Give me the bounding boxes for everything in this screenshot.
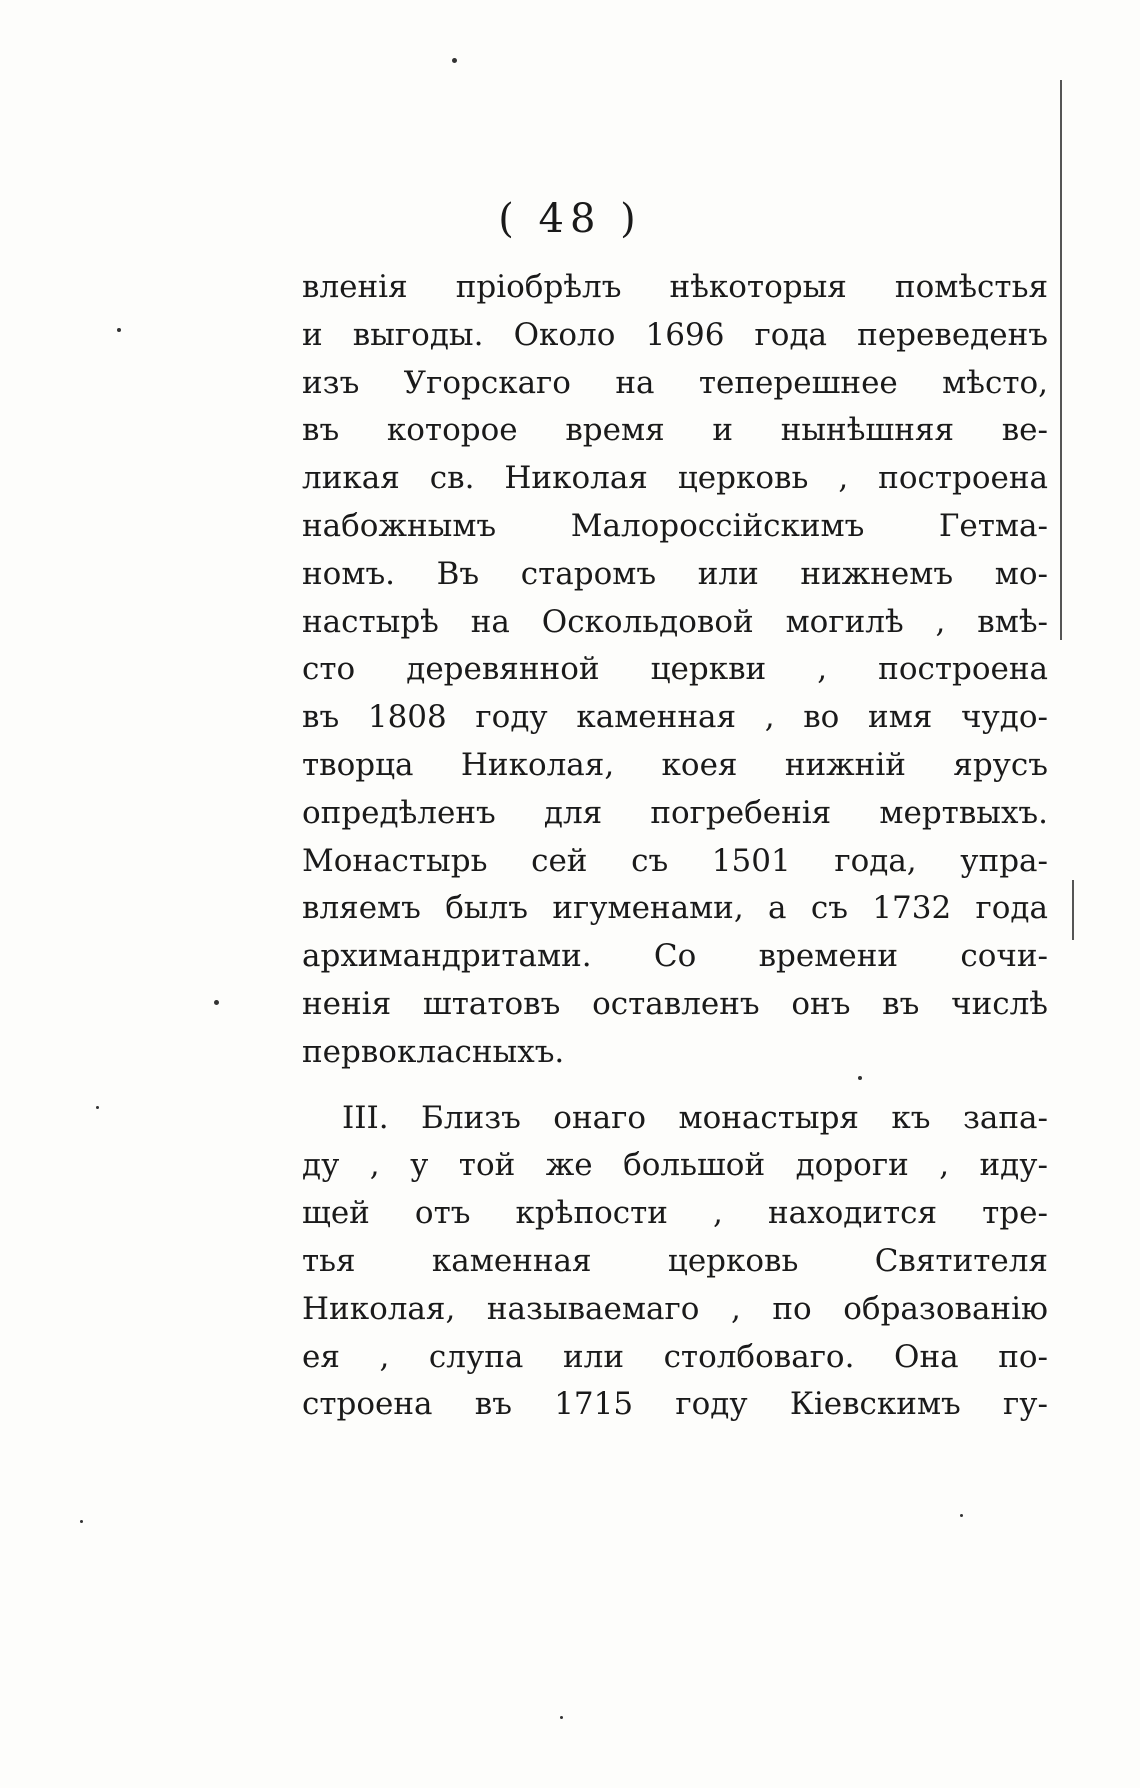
paragraph-gap xyxy=(302,1077,1048,1095)
paragraph-1 xyxy=(302,264,1048,1077)
text-line: вленія пріобрѣлъ нѣкоторыя помѣстья xyxy=(302,269,1048,305)
text-line: и выгоды. Около 1696 года переведенъ xyxy=(302,316,1048,353)
text-line: архимандритами. Со времени сочи- xyxy=(302,938,1048,975)
scan-speck xyxy=(560,1716,563,1719)
text-line: первокласныхъ. xyxy=(302,1033,565,1070)
text-line: ликая св. Николая церковь , построена xyxy=(302,460,1048,497)
scan-speck xyxy=(214,1000,219,1005)
text-line: набожнымъ Малороссійскимъ Гетма- xyxy=(302,507,1048,544)
text-line: настырѣ на Оскольдовой могилѣ , вмѣ- xyxy=(302,603,1048,640)
text-line: ду , у той же большой дороги , иду- xyxy=(302,1147,1048,1184)
text-line: тья каменная церковь Святителя xyxy=(302,1242,1048,1279)
paragraph-2 xyxy=(302,1095,1048,1430)
text-line: сто деревянной церкви , построена xyxy=(302,651,1048,688)
page-edge-shadow xyxy=(1060,80,1062,640)
text-line: изъ Угорскаго на теперешнее мѣсто, xyxy=(302,364,1048,401)
scan-speck xyxy=(80,1520,83,1523)
text-line: въ 1808 году каменная , во имя чудо- xyxy=(302,699,1048,736)
text-line: вляемъ былъ игуменами, а съ 1732 года xyxy=(302,890,1048,927)
page-edge-shadow xyxy=(1072,880,1074,940)
text-line: щей отъ крѣпости , находится тре- xyxy=(302,1195,1048,1232)
text-line: ненія штатовъ оставленъ онъ въ числѣ xyxy=(302,985,1048,1022)
scan-speck xyxy=(858,1076,862,1080)
text-line: опредѣленъ для погребенія мертвыхъ. xyxy=(302,794,1048,831)
scan-speck xyxy=(117,328,121,332)
text-line: III. Близъ онаго монастыря къ запа- xyxy=(342,1099,1048,1136)
text-line: Николая, называемаго , по образованію xyxy=(302,1290,1048,1327)
text-line: номъ. Въ старомъ или нижнемъ мо- xyxy=(302,555,1048,592)
scan-speck xyxy=(960,1514,963,1517)
scan-speck xyxy=(96,1106,99,1109)
text-line: въ которое время и нынѣшняя ве- xyxy=(302,412,1048,449)
text-line: Монастырь сей съ 1501 года, упра- xyxy=(302,842,1048,879)
text-line: творца Николая, коея нижній ярусъ xyxy=(302,746,1048,783)
page-number: ( 48 ) xyxy=(498,196,642,242)
text-line: ея , слупа или столбоваго. Она по- xyxy=(302,1338,1048,1375)
text-line: строена въ 1715 году Кіевскимъ гу- xyxy=(302,1386,1048,1423)
scan-speck xyxy=(452,58,457,63)
body-text xyxy=(302,264,1048,1429)
